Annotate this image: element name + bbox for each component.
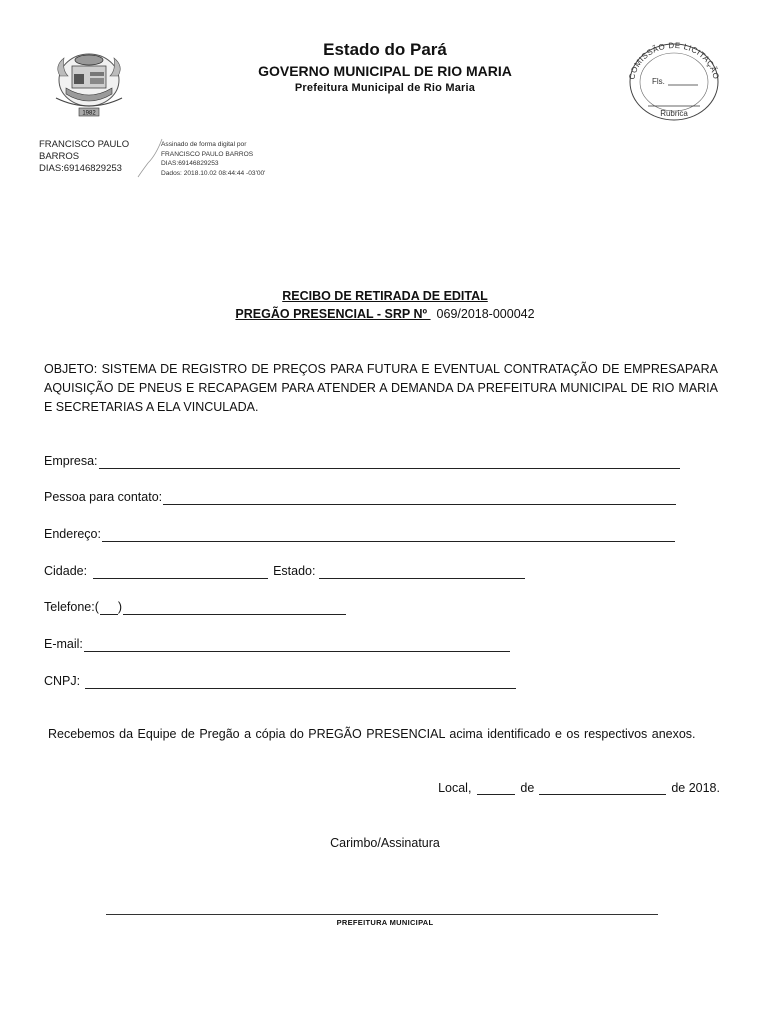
- seal-fls-label: Fls.: [652, 77, 665, 86]
- stamp-signature-label: Carimbo/Assinatura: [330, 836, 440, 850]
- telefone-ddd-blank[interactable]: [100, 602, 118, 615]
- seal-text: COMISSÃO DE LICITAÇÃO: [627, 40, 721, 81]
- endereco-field[interactable]: [44, 526, 675, 542]
- document-subtitle: [0, 307, 770, 321]
- objeto-paragraph: OBJETO: SISTEMA DE REGISTRO DE PREÇOS PARA FUTURA E EVENTUAL CONTRATAÇÃO DE EMPRESAPARA AQUISIÇÃO DE PNEUS E RECAPAGEM PARA ATENDER A DEMANDA DA PREFEITURA MUNICIPAL DE RIO MARIA E SECRETARIAS A ELA VINCULADA.: [44, 362, 718, 414]
- cidade-estado-field[interactable]: [44, 563, 525, 579]
- prefecture-subtitle: Prefeitura Municipal de Rio Maria: [294, 82, 476, 94]
- empresa-blank[interactable]: [99, 456, 680, 469]
- de-label: de: [520, 781, 535, 795]
- signature-details: [161, 140, 301, 178]
- signer-name-line: BARROS: [39, 151, 80, 162]
- telefone-label: Telefone:(: [44, 600, 99, 614]
- seal-rubrica-label: Rubrica: [660, 109, 688, 118]
- signature-detail-line: DIAS:69146829253: [161, 160, 219, 167]
- cidade-label: Cidade:: [44, 564, 88, 578]
- pessoa-contato-blank[interactable]: [163, 492, 676, 505]
- endereco-label: Endereço:: [44, 527, 101, 541]
- receipt-statement: Recebemos da Equipe de Pregão a cópia do PREGÃO PRESENCIAL acima identificado e os respectivos anexos.: [48, 727, 696, 741]
- pessoa-contato-label: Pessoa para contato:: [44, 490, 163, 504]
- crest-year: 1982: [82, 110, 96, 117]
- email-field[interactable]: [44, 636, 510, 652]
- empresa-field[interactable]: [44, 453, 680, 469]
- government-title: GOVERNO MUNICIPAL DE RIO MARIA: [258, 63, 512, 79]
- signature-detail-line: FRANCISCO PAULO BARROS: [161, 150, 254, 158]
- commission-seal-stamp: [624, 40, 724, 122]
- signer-name: [39, 139, 139, 175]
- day-blank[interactable]: [477, 782, 515, 795]
- telefone-number-blank[interactable]: [123, 602, 346, 615]
- pessoa-contato-field[interactable]: [44, 489, 676, 505]
- pregao-number: 069/2018-000042: [436, 307, 535, 321]
- signature-line[interactable]: [106, 914, 658, 915]
- endereco-blank[interactable]: [102, 529, 675, 542]
- year-label: de 2018.: [671, 781, 720, 795]
- estado-blank[interactable]: [319, 566, 525, 579]
- cnpj-blank[interactable]: [85, 676, 516, 689]
- month-blank[interactable]: [539, 782, 666, 795]
- signature-detail-line: Dados: 2018.10.02 08:44:44 -03'00': [161, 169, 266, 177]
- signer-name-line: FRANCISCO PAULO: [39, 139, 130, 150]
- state-title: Estado do Pará: [323, 40, 447, 59]
- cnpj-label: CNPJ:: [44, 674, 81, 688]
- estado-label: Estado:: [273, 564, 316, 578]
- local-date-field[interactable]: [438, 781, 720, 795]
- cidade-blank[interactable]: [93, 566, 268, 579]
- signer-name-line: DIAS:69146829253: [39, 163, 122, 174]
- empresa-label: Empresa:: [44, 454, 98, 468]
- telefone-field[interactable]: [44, 599, 346, 615]
- prefecture-footer-label: PREFEITURA MUNICIPAL: [336, 918, 434, 927]
- email-blank[interactable]: [84, 639, 510, 652]
- document-title: RECIBO DE RETIRADA DE EDITAL: [282, 289, 488, 303]
- local-label: Local,: [438, 781, 472, 795]
- cnpj-field[interactable]: [44, 673, 516, 689]
- signature-detail-line: Assinado de forma digital por: [161, 141, 247, 148]
- pregao-label: PREGÃO PRESENCIAL - SRP Nº: [235, 307, 431, 321]
- telefone-close-paren: ): [117, 600, 123, 614]
- email-label: E-mail:: [44, 637, 83, 651]
